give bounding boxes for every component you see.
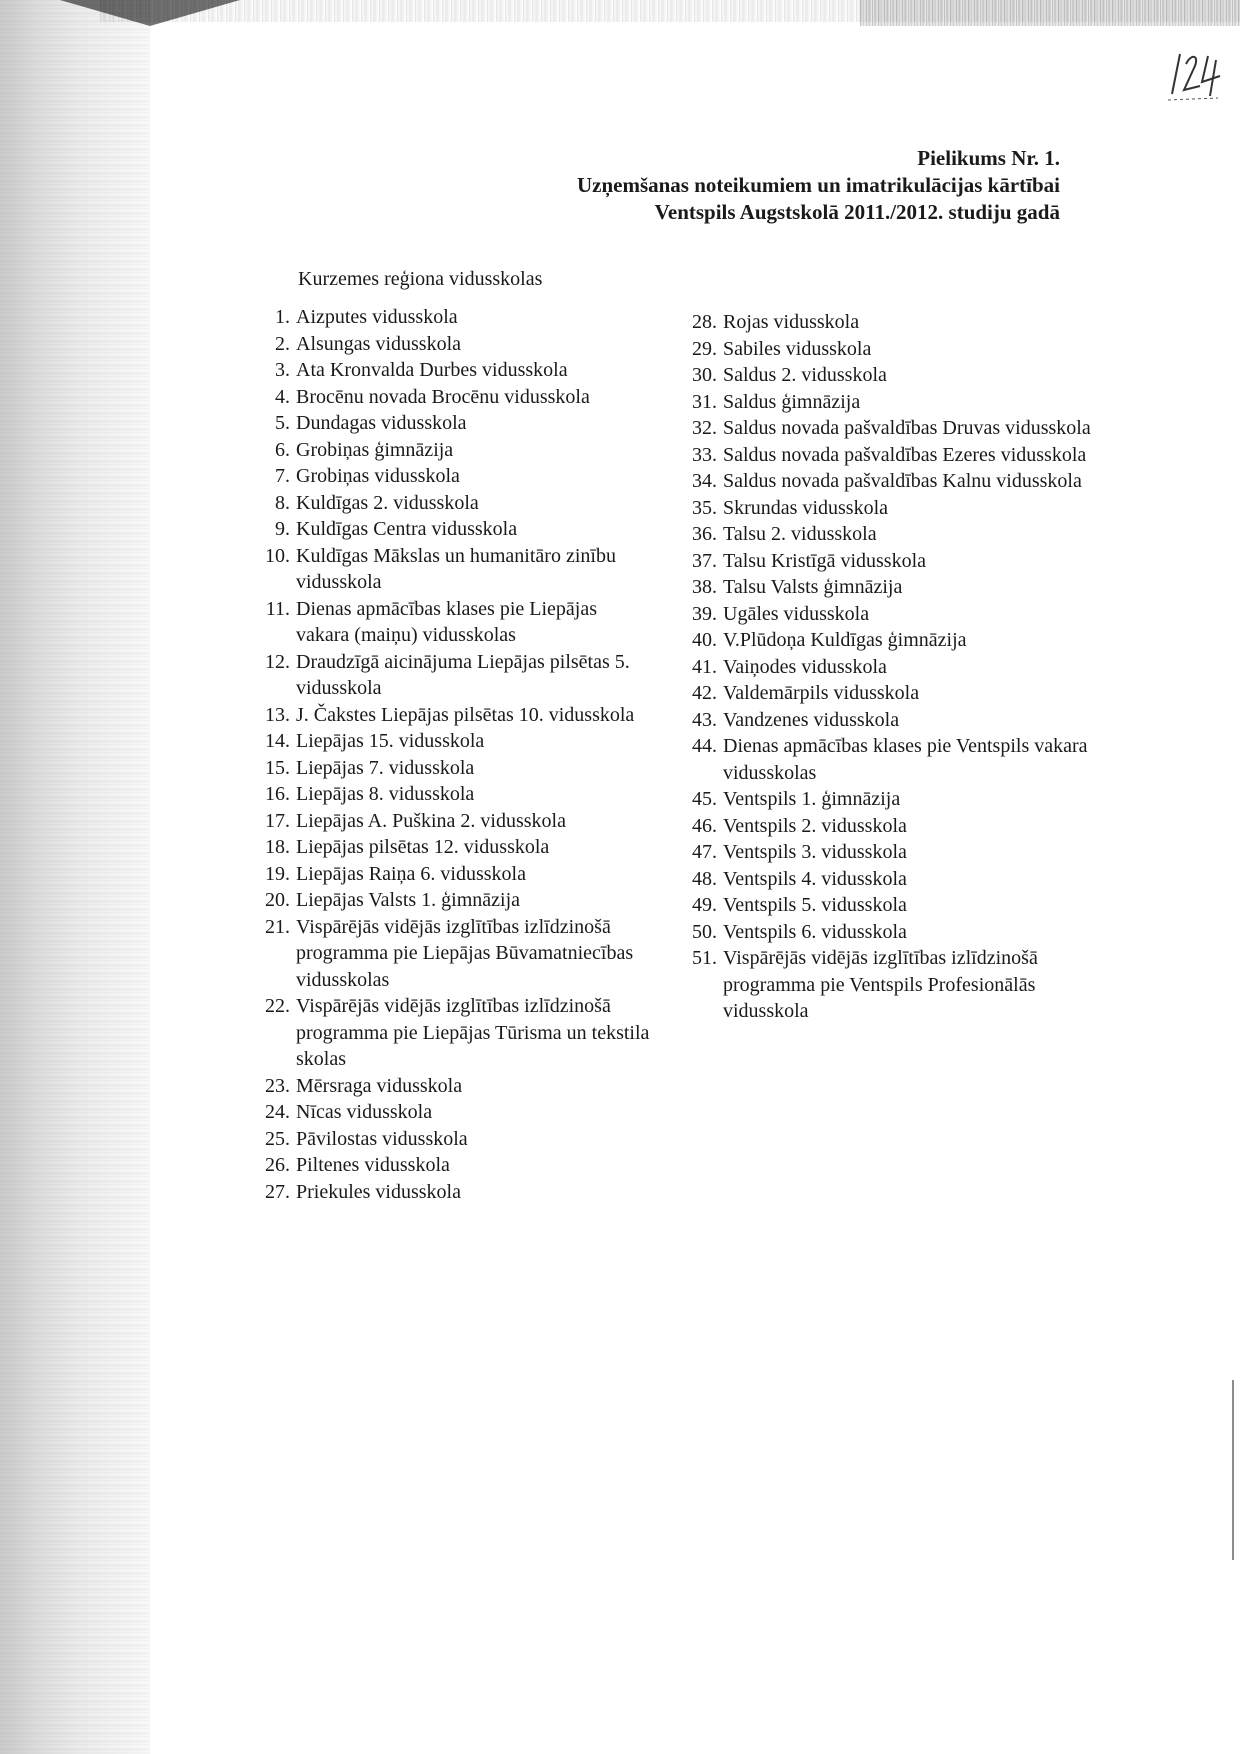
list-item (677, 601, 1097, 628)
list-item-number: 28. (692, 311, 717, 333)
list-item-school-name: Vaiņodes vidusskola (723, 655, 887, 678)
list-item (254, 887, 654, 914)
list-item-number: 8. (275, 491, 290, 514)
list-item-number: 14. (265, 730, 290, 752)
list-item-school-name: Dienas apmācības klases pie Liepājas vakara (maiņu) vidusskolas (296, 597, 597, 646)
list-item-number: 21. (265, 915, 290, 938)
list-item (254, 463, 654, 490)
list-item-number: 49. (692, 894, 717, 916)
school-list-right (677, 309, 1097, 1025)
list-item-school-name: Liepājas Valsts 1. ģimnāzija (296, 889, 521, 911)
list-item-school-name: Priekules vidusskola (296, 1180, 461, 1203)
list-item-school-name: Ventspils 3. vidusskola (723, 841, 907, 863)
list-item-number: 47. (692, 841, 717, 863)
list-item (677, 309, 1097, 336)
list-item (677, 654, 1097, 681)
list-item-school-name: Vandzenes vidusskola (723, 708, 900, 731)
list-item (254, 702, 654, 729)
list-item (254, 1073, 654, 1100)
list-item (254, 1126, 654, 1153)
list-item-number: 26. (265, 1154, 290, 1176)
list-item (677, 892, 1097, 919)
list-item-number: 40. (692, 629, 717, 651)
scan-corner-fold (60, 0, 240, 26)
list-item (254, 861, 654, 888)
list-item-number: 9. (275, 518, 290, 540)
list-item-school-name: Liepājas pilsētas 12. vidusskola (296, 836, 550, 858)
list-item-school-name: Vispārējās vidējās izglītības izlīdzinošā programma pie Liepājas Tūrisma un tekstila skolas (296, 995, 650, 1070)
list-item-number: 24. (265, 1101, 290, 1123)
list-item-school-name: Saldus 2. vidusskola (723, 364, 887, 386)
list-item-school-name: Pāvilostas vidusskola (296, 1127, 468, 1150)
list-item (254, 728, 654, 755)
list-item (677, 945, 1097, 1025)
list-item-number: 15. (265, 756, 290, 779)
list-item (677, 786, 1097, 813)
list-item-number: 11. (265, 597, 290, 620)
list-item-school-name: Dundagas vidusskola (296, 412, 467, 434)
list-item-school-name: Talsu Valsts ģimnāzija (723, 576, 903, 598)
list-item (254, 808, 654, 835)
list-item-number: 7. (275, 465, 290, 487)
list-item-number: 19. (265, 862, 290, 885)
list-item (254, 596, 654, 649)
list-item-number: 22. (265, 995, 290, 1017)
list-item-number: 2. (275, 332, 290, 355)
list-item-school-name: V.Plūdoņa Kuldīgas ģimnāzija (723, 629, 967, 651)
list-item-school-name: Liepājas 7. vidusskola (296, 756, 475, 779)
list-item-school-name: Vispārējās vidējās izglītības izlīdzinošā programma pie Liepājas Būvamatniecības vidusskolas (296, 915, 634, 991)
list-item-school-name: Rojas vidusskola (723, 311, 860, 333)
list-item-number: 35. (692, 496, 717, 519)
list-item-school-name: Ventspils 1. ģimnāzija (723, 788, 901, 810)
list-item-number: 30. (692, 364, 717, 386)
list-item-school-name: Brocēnu novada Brocēnu vidusskola (296, 385, 590, 408)
list-item-school-name: Ugāles vidusskola (723, 602, 870, 625)
list-item (677, 389, 1097, 416)
list-item (254, 331, 654, 358)
list-item-number: 50. (692, 920, 717, 943)
list-item (254, 304, 654, 331)
list-item (677, 495, 1097, 522)
list-item (254, 993, 654, 1073)
list-item-number: 48. (692, 867, 717, 890)
list-item-number: 38. (692, 576, 717, 598)
list-item-number: 46. (692, 814, 717, 837)
list-item (677, 733, 1097, 786)
list-item (254, 1152, 654, 1179)
list-item-number: 45. (692, 788, 717, 810)
list-item-school-name: Saldus ģimnāzija (723, 390, 861, 413)
list-item-number: 37. (692, 549, 717, 572)
document-header (160, 145, 1060, 226)
list-item-school-name: Kuldīgas Centra vidusskola (296, 518, 518, 540)
list-item (254, 1179, 654, 1206)
list-item-number: 42. (692, 682, 717, 704)
list-item (254, 914, 654, 994)
list-item-school-name: Mērsraga vidusskola (296, 1074, 463, 1097)
scan-shadow-top-right (860, 0, 1240, 26)
list-item-number: 23. (265, 1074, 290, 1097)
list-item (254, 649, 654, 702)
list-item-school-name: Talsu Kristīgā vidusskola (723, 549, 927, 572)
list-item-number: 27. (265, 1180, 290, 1203)
list-item-number: 5. (275, 412, 290, 434)
list-item (677, 442, 1097, 469)
list-item-number: 1. (275, 306, 290, 328)
list-item (677, 574, 1097, 601)
list-item (677, 707, 1097, 734)
list-item (254, 543, 654, 596)
list-item-school-name: Valdemārpils vidusskola (723, 682, 920, 704)
list-item (677, 627, 1097, 654)
scan-edge-line (1232, 1380, 1234, 1560)
list-item (254, 781, 654, 808)
section-heading: Kurzemes reģiona vidusskolas (298, 268, 543, 290)
list-item-school-name: Ventspils 5. vidusskola (723, 894, 907, 916)
list-item-school-name: Kuldīgas 2. vidusskola (296, 491, 479, 514)
list-item-number: 25. (265, 1127, 290, 1150)
list-item-number: 10. (265, 544, 290, 567)
school-list-left (254, 304, 654, 1205)
list-item-school-name: Draudzīgā aicinājuma Liepājas pilsētas 5. vidusskola (296, 650, 630, 699)
list-item (254, 357, 654, 384)
list-item-school-name: Saldus novada pašvaldības Druvas vidusskola (723, 417, 1091, 439)
header-institution-year: Ventspils Augstskolā 2011./2012. studiju gadā (654, 200, 1060, 224)
list-item-school-name: Grobiņas vidusskola (296, 465, 460, 487)
list-item-school-name: Ventspils 2. vidusskola (723, 814, 907, 837)
list-item-number: 18. (265, 836, 290, 858)
list-item-school-name: Skrundas vidusskola (723, 496, 888, 519)
list-item-number: 39. (692, 602, 717, 625)
list-item (677, 468, 1097, 495)
list-item-school-name: Aizputes vidusskola (296, 306, 458, 328)
list-item-number: 16. (265, 783, 290, 805)
list-item (677, 839, 1097, 866)
list-item (677, 415, 1097, 442)
list-item-school-name: Vispārējās vidējās izglītības izlīdzinošā programma pie Ventspils Profesionālās vidusskola (723, 947, 1038, 1022)
list-item (254, 384, 654, 411)
list-item-school-name: Ventspils 6. vidusskola (723, 920, 907, 943)
list-item-number: 34. (692, 470, 717, 492)
list-item-number: 51. (692, 947, 717, 969)
list-item (254, 1099, 654, 1126)
list-item-number: 31. (692, 390, 717, 413)
list-item-school-name: Saldus novada pašvaldības Ezeres vidusskola (723, 443, 1087, 466)
list-item-number: 3. (275, 359, 290, 381)
list-item (677, 548, 1097, 575)
list-item-school-name: Nīcas vidusskola (296, 1101, 433, 1123)
list-item-number: 43. (692, 708, 717, 731)
list-item-school-name: Liepājas 15. vidusskola (296, 730, 485, 752)
list-item (254, 410, 654, 437)
list-item-school-name: Saldus novada pašvaldības Kalnu vidusskola (723, 470, 1082, 492)
list-item-number: 44. (692, 735, 717, 757)
list-item-number: 41. (692, 655, 717, 678)
list-item-school-name: Sabiles vidusskola (723, 337, 872, 360)
list-item-number: 20. (265, 889, 290, 911)
list-item-school-name: Liepājas A. Puškina 2. vidusskola (296, 809, 566, 832)
list-item-number: 17. (265, 809, 290, 832)
header-annex-number: Pielikums Nr. 1. (917, 146, 1060, 170)
list-item-school-name: Piltenes vidusskola (296, 1154, 450, 1176)
list-item-school-name: Talsu 2. vidusskola (723, 523, 877, 545)
list-item-number: 32. (692, 417, 717, 439)
list-item (254, 516, 654, 543)
list-item-school-name: Dienas apmācības klases pie Ventspils vakara vidusskolas (723, 735, 1088, 784)
list-item (677, 362, 1097, 389)
scan-shadow-left (0, 0, 150, 1754)
list-item (254, 437, 654, 464)
list-item-number: 6. (275, 438, 290, 461)
handwritten-page-number (1160, 46, 1230, 106)
list-item-number: 33. (692, 443, 717, 466)
list-item (677, 680, 1097, 707)
header-rules-title: Uzņemšanas noteikumiem un imatrikulācijas kārtībai (576, 173, 1060, 197)
list-item (677, 336, 1097, 363)
list-item-number: 4. (275, 385, 290, 408)
list-item-school-name: Ata Kronvalda Durbes vidusskola (296, 359, 568, 381)
list-item-school-name: Kuldīgas Mākslas un humanitāro zinību vidusskola (296, 544, 616, 593)
list-item-school-name: Ventspils 4. vidusskola (723, 867, 907, 890)
list-item-number: 29. (692, 337, 717, 360)
list-item (254, 834, 654, 861)
list-item (677, 866, 1097, 893)
list-item-number: 36. (692, 523, 717, 545)
list-item-school-name: Liepājas Raiņa 6. vidusskola (296, 862, 526, 885)
list-item-number: 12. (265, 650, 290, 673)
list-item-school-name: Grobiņas ģimnāzija (296, 438, 454, 461)
list-item (677, 521, 1097, 548)
list-item (254, 490, 654, 517)
list-item (254, 755, 654, 782)
list-item-school-name: J. Čakstes Liepājas pilsētas 10. vidusskola (296, 703, 635, 726)
list-item (677, 919, 1097, 946)
list-item-school-name: Liepājas 8. vidusskola (296, 783, 475, 805)
list-item (677, 813, 1097, 840)
list-item-number: 13. (265, 703, 290, 726)
list-item-school-name: Alsungas vidusskola (296, 332, 461, 355)
